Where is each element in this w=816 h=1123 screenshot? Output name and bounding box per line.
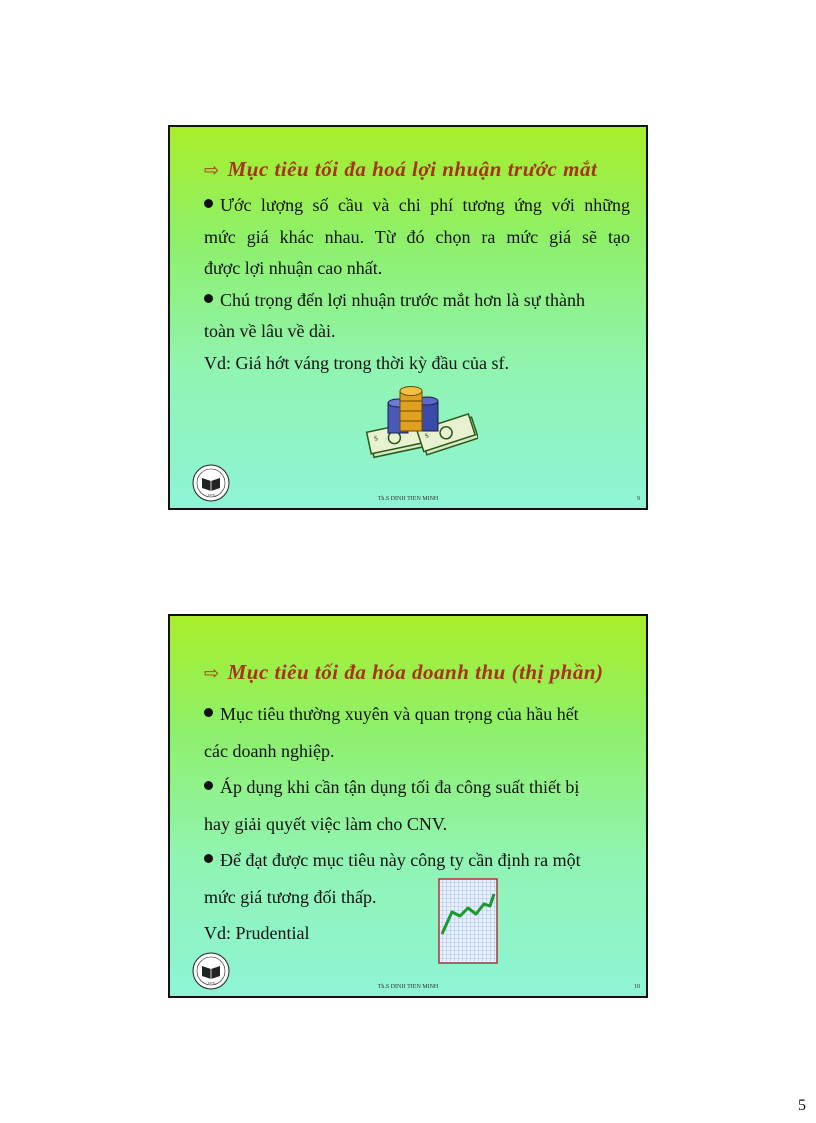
bullet-icon <box>204 781 213 790</box>
slide-title-text: Mục tiêu tối đa hoá lợi nhuận trước mắt <box>227 157 598 181</box>
bullet-icon <box>204 708 213 717</box>
growth-chart-icon <box>438 878 498 964</box>
body-line: hay giải quyết việc làm cho CNV. <box>204 813 448 834</box>
body-line: mức giá khác nhau. Từ đó chọn ra mức giá sẽ tạo <box>204 226 630 247</box>
body-line: được lợi nhuận cao nhất. <box>204 258 383 278</box>
body-line: Ước lượng số cầu và chi phí tương ứng với những <box>204 190 630 222</box>
svg-text:$: $ <box>373 434 379 443</box>
slide-9 <box>168 125 648 510</box>
slide-title-text: Mục tiêu tối đa hóa doanh thu (thị phần) <box>227 660 604 684</box>
page-number: 5 <box>798 1097 806 1114</box>
slide-body <box>204 696 630 952</box>
arrow-right-icon: ⇨ <box>204 160 220 180</box>
bullet-icon <box>204 294 213 303</box>
body-line: Mục tiêu thường xuyên và quan trọng của hầu hết <box>204 696 630 733</box>
svg-text:1976: 1976 <box>207 493 215 497</box>
slide-number: 9 <box>637 496 640 502</box>
bullet-icon <box>204 199 213 208</box>
body-line: mức giá tương đối thấp. <box>204 886 377 907</box>
body-line: Áp dụng khi cần tận dụng tối đa công suất thiết bị <box>204 769 630 806</box>
body-line: Để đạt được mục tiêu này công ty cần định ra một <box>204 842 630 879</box>
slide-footer: Th.S DINH TIEN MINH <box>377 984 439 990</box>
slide-10 <box>168 614 648 998</box>
arrow-right-icon: ⇨ <box>204 663 220 683</box>
svg-text:1976: 1976 <box>207 981 215 985</box>
body-line: Chú trọng đến lợi nhuận trước mắt hơn là sự thành <box>204 285 630 317</box>
body-line: Vd: Prudential <box>204 923 310 943</box>
money-coins-icon <box>362 385 478 465</box>
svg-text:$: $ <box>423 431 430 441</box>
slide-title <box>204 157 597 182</box>
slide-footer: Th.S DINH TIEN MINH <box>377 496 439 502</box>
slide-title <box>204 660 604 685</box>
slide-body <box>204 190 630 379</box>
body-line: Vd: Giá hớt váng trong thời kỳ đầu của sf. <box>204 352 509 373</box>
slide-number: 10 <box>634 984 640 990</box>
body-line: toàn về lâu về dài. <box>204 321 336 341</box>
bullet-icon <box>204 854 213 863</box>
body-line: các doanh nghiệp. <box>204 740 335 761</box>
